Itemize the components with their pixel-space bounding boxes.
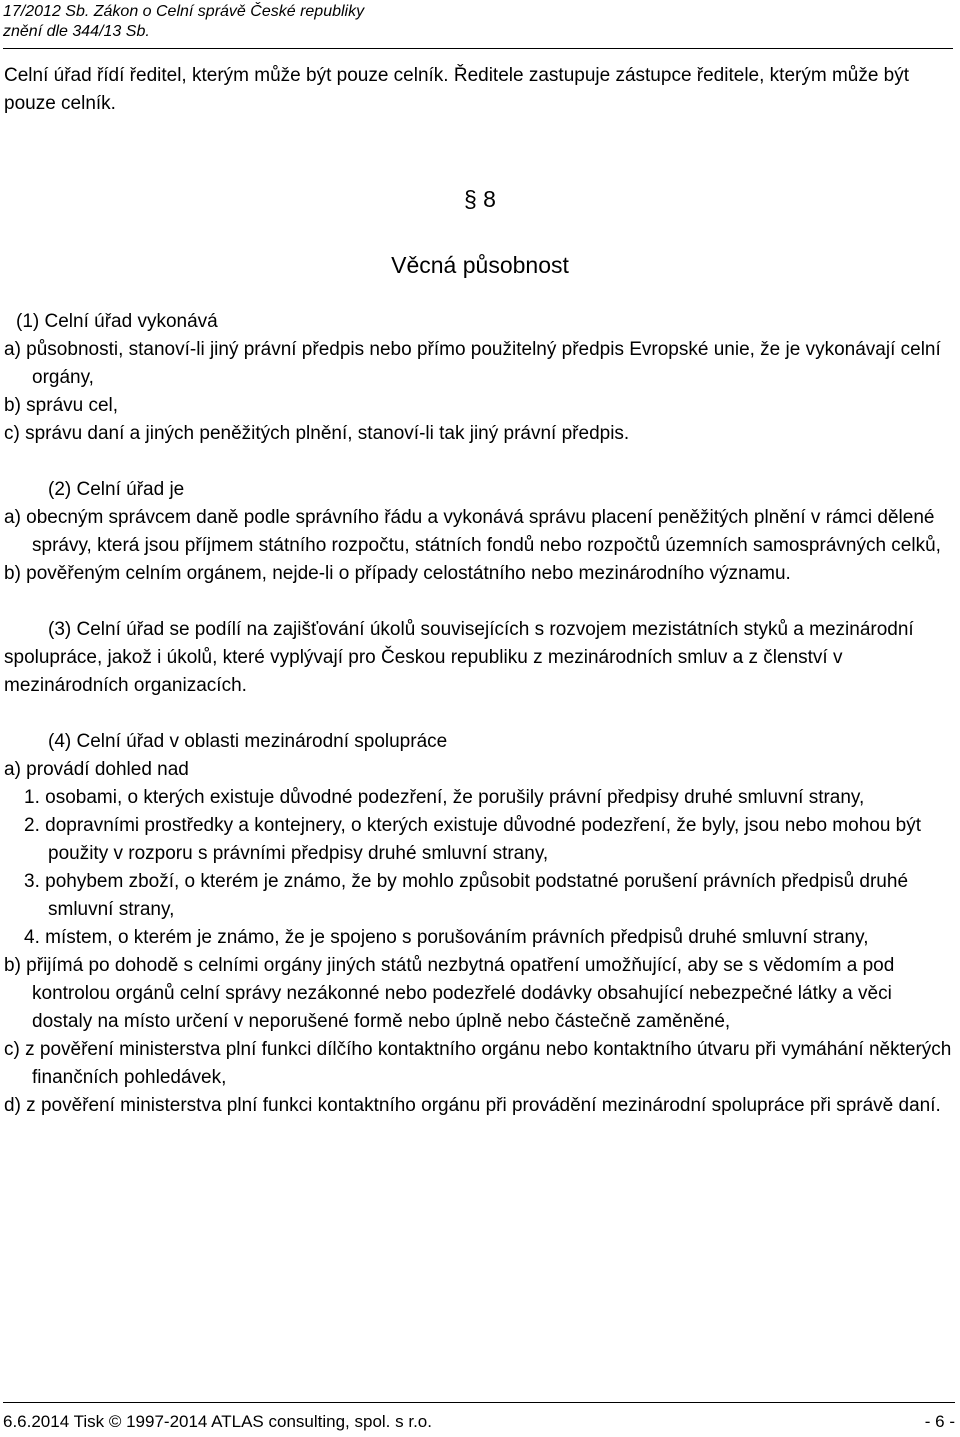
para4-item-b: b) přijímá po dohodě s celními orgány jiných států nezbytná opatření umožňující, aby se s vědomím a pod kontrolou orgánů celní správy nezákonné nebo podezřelé dodávky obsahující nebezpečné látky a věci dostaly na místo určení v neporušené formě nebo úplně nebo částečně zaměněné,	[4, 955, 895, 1032]
para1-item-c: c) správu daní a jiných peněžitých plnění, stanoví-li tak jiný právní předpis.	[4, 423, 630, 444]
para2-item-a: a) obecným správcem daně podle správního řádu a vykonává správu placení peněžitých plnění v rámci dělené správy, která jsou příjmem státního rozpočtu, státních fondů nebo rozpočtů územních samosprávných celků,	[4, 507, 941, 556]
para4-item-a-lead: a) provádí dohled nad	[4, 759, 189, 780]
section-title: Věcná působnost	[391, 252, 569, 278]
para4-a-subitem-2: 2. dopravními prostředky a kontejnery, o kterých existuje důvodné podezření, že byly, jsou nebo mohou být použity v rozporu s právními předpisy druhé smluvní strany,	[24, 815, 922, 864]
page-footer	[3, 1402, 955, 1437]
para4-lead: (4) Celní úřad v oblasti mezinárodní spolupráce	[48, 731, 448, 752]
para1-item-b: b) správu cel,	[4, 395, 119, 416]
footer-print-info: 6.6.2014 Tisk © 1997-2014 ATLAS consulting, spol. s r.o.	[3, 1412, 432, 1431]
para2-lead: (2) Celní úřad je	[48, 479, 185, 500]
document-body	[4, 62, 956, 1120]
para4-a-subitem-4: 4. místem, o kterém je známo, že je spojeno s porušováním právních předpisů druhé smluvní strany,	[24, 927, 869, 948]
page-header	[3, 2, 953, 49]
para4-a-subitem-3: 3. pohybem zboží, o kterém je známo, že by mohlo způsobit podstatné porušení právních předpisů druhé smluvní strany,	[24, 871, 909, 920]
header-law-title: 17/2012 Sb. Zákon o Celní správě České republiky	[3, 3, 365, 20]
para1-item-a: a) působnosti, stanoví-li jiný právní předpis nebo přímo použitelný předpis Evropské unie, že je vykonávají celní orgány,	[4, 339, 941, 388]
intro-paragraph: Celní úřad řídí ředitel, kterým může být pouze celník. Ředitele zastupuje zástupce ředitele, kterým může být pouze celník.	[4, 65, 910, 114]
section-number: § 8	[464, 186, 496, 212]
page-number: - 6 -	[924, 1412, 955, 1431]
para4-item-d: d) z pověření ministerstva plní funkci kontaktního orgánu při provádění mezinárodní spolupráce při správě daní.	[4, 1095, 941, 1116]
para4-a-subitem-1: 1. osobami, o kterých existuje důvodné podezření, že porušily právní předpisy druhé smluvní strany,	[24, 787, 865, 808]
para1-lead: (1) Celní úřad vykonává	[16, 311, 218, 332]
para2-item-b: b) pověřeným celním orgánem, nejde-li o případy celostátního nebo mezinárodního významu.	[4, 563, 791, 584]
para4-item-c: c) z pověření ministerstva plní funkci dílčího kontaktního orgánu nebo kontaktního útvaru při vymáhání některých finančních pohledávek,	[4, 1039, 952, 1088]
para3-text: (3) Celní úřad se podílí na zajišťování úkolů souvisejících s rozvojem mezistátních styků a mezinárodní spolupráce, jakož i úkolů, které vyplývají pro Českou republiku z mezinárodních smluv a z členství v mezinárodních organizacích.	[4, 619, 914, 696]
header-version: znění dle 344/13 Sb.	[3, 23, 150, 40]
